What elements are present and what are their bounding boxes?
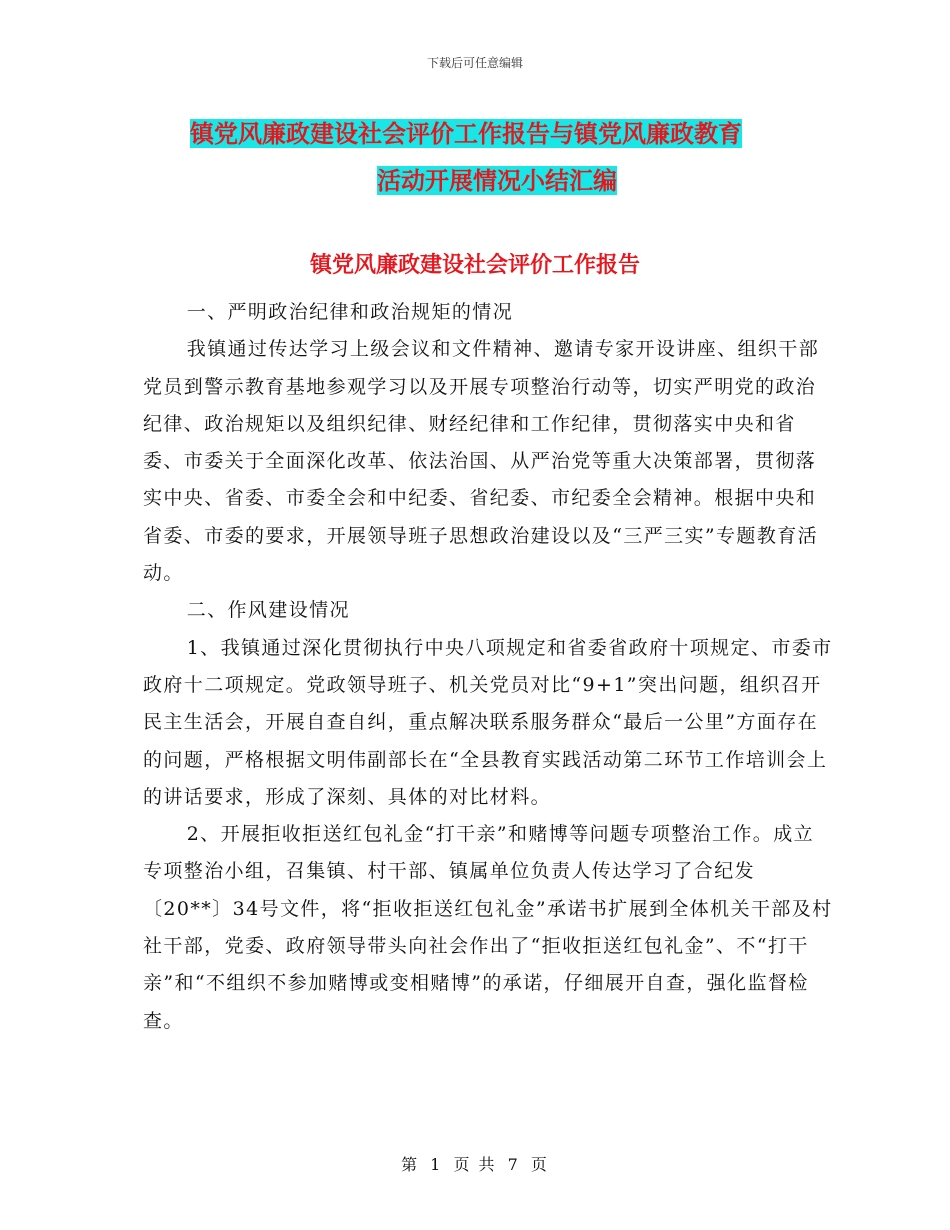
- document-title: [190, 110, 810, 204]
- paragraph-1: 我镇通过传达学习上级会议和文件精神、邀请专家开设讲座、组织干部党员到警示教育基地参观学习以及开展专项整治行动等，切实严明党的政治纪律、政治规矩以及组织纪律、财经纪律和工作纪律，贯彻落实中央和省委、市委关于全面深化改革、依法治国、从严治党等重大决策部署，贯彻落实中央、省委、市委全会和中纪委、省纪委、市纪委全会精神。根据中央和省委、市委的要求，开展领导班子思想政治建设以及“三严三实”专题教育活动。: [143, 338, 820, 585]
- page-footer: [0, 1152, 950, 1175]
- page-header-note: 下载后可任意编辑: [426, 56, 523, 70]
- footer-prefix: 第: [401, 1155, 420, 1174]
- section-title: 镇党风廉政建设社会评价工作报告: [309, 252, 640, 278]
- title-line-1: 镇党风廉政建设社会评价工作报告与镇党风廉政教育: [190, 119, 742, 148]
- document-body: [143, 294, 833, 1040]
- heading-1: 一、严明政治纪律和政治规矩的情况: [186, 301, 514, 323]
- footer-page-number: 1: [430, 1155, 443, 1174]
- heading-2: 二、作风建设情况: [186, 599, 350, 622]
- paragraph-3: 2、开展拒收拒送红包礼金“打干亲”和赌博等问题专项整治工作。成立专项整治小组，召集镇、村干部、镇属单位负责人传达学习了合纪发〔20**〕34号文件，将“拒收拒送红包礼金”承诺书扩展到全体机关干部及村社干部，党委、政府领导带头向社会作出了“拒收拒送红包礼金”、不“打干亲”和“不组织不参加赌博或变相赌博”的承诺，仔细展开自查，强化监督检查。: [143, 823, 833, 1032]
- footer-suffix: 页: [530, 1155, 549, 1174]
- footer-mid: 页 共: [453, 1155, 497, 1174]
- footer-total-pages: 7: [507, 1155, 520, 1174]
- title-line-2: 活动开展情况小结汇编: [377, 166, 617, 195]
- paragraph-2: 1、我镇通过深化贯彻执行中央八项规定和省委省政府十项规定、市委市政府十二项规定。党政领导班子、机关党员对比“9+1”突出问题，组织召开民主生活会，开展自查自纠，重点解决联系服务群众“最后一公里”方面存在的问题，严格根据文明伟副部长在“全县教育实践活动第二环节工作培训会上的讲话要求，形成了深刻、具体的对比材料。: [143, 636, 833, 808]
